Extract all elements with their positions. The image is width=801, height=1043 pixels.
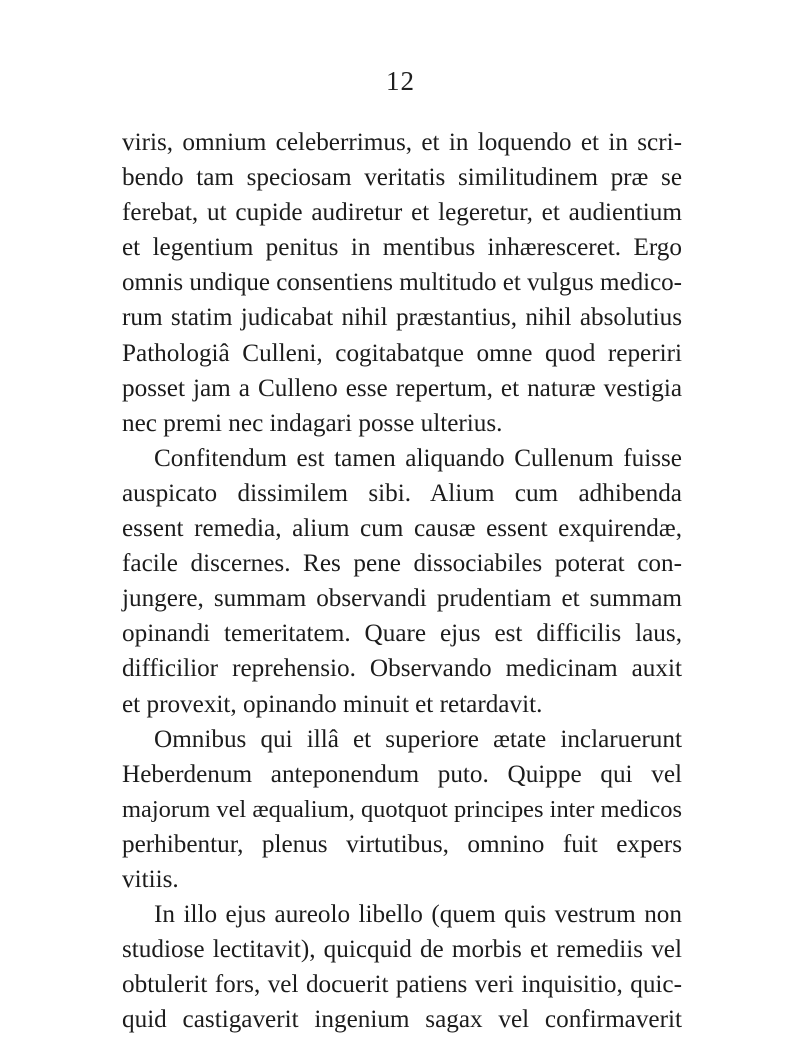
text-line: Heberdenum anteponendum puto. Quippe qui vel xyxy=(122,760,682,788)
text-line: majorum vel æqualium, quotquot principes inter medicos xyxy=(122,795,682,823)
text-line: jungere, summam observandi prudentiam et summam xyxy=(122,585,682,613)
text-line: In illo ejus aureolo libello (quem quis vestrum non xyxy=(154,901,682,929)
text-line: perhibentur, plenus virtutibus, omnino fuit expers xyxy=(122,830,682,858)
text-line: difficilior reprehensio. Observando medicinam auxit xyxy=(122,655,682,683)
text-line: omnis undique consentiens multitudo et vulgus medico- xyxy=(122,269,683,297)
text-line: obtulerit fors, vel docuerit patiens veri inquisitio, quic- xyxy=(122,971,682,999)
text-line: Omnibus qui illâ et superiore ætate inclaruerunt xyxy=(154,725,682,753)
text-line: auspicato dissimilem sibi. Alium cum adhibenda xyxy=(122,479,682,507)
text-line: essent remedia, alium cum causæ essent exquirendæ, xyxy=(122,515,682,543)
text-line: rum statim judicabat nihil præstantius, nihil absolutius xyxy=(122,304,682,332)
text-line: et legentium penitus in mentibus inhæresceret. Ergo xyxy=(122,234,682,262)
text-line: opinandi temeritatem. Quare ejus est difficilis laus, xyxy=(122,620,682,648)
body-text xyxy=(122,125,682,1037)
text-line: et provexit, opinando minuit et retardavit. xyxy=(122,690,543,718)
text-line: posset jam a Culleno esse repertum, et naturæ vestigia xyxy=(122,374,682,402)
text-line: ferebat, ut cupide audiretur et legeretur, et audientium xyxy=(122,199,682,227)
text-line: vitiis. xyxy=(122,865,179,893)
text-line: nec premi nec indagari posse ulterius. xyxy=(122,409,503,437)
page-number: 12 xyxy=(386,66,415,96)
text-line: facile discernes. Res pene dissociabiles poterat con- xyxy=(122,550,682,578)
text-line: studiose lectitavit), quicquid de morbis et remediis vel xyxy=(122,936,682,964)
text-line: Pathologiâ Culleni, cogitabatque omne quod reperiri xyxy=(122,339,682,367)
text-line: Confitendum est tamen aliquando Cullenum fuisse xyxy=(154,444,682,472)
text-line: quid castigaverit ingenium sagax vel confirmaverit xyxy=(122,1006,682,1034)
text-line: bendo tam speciosam veritatis similitudinem præ se xyxy=(122,164,682,192)
text-line: viris, omnium celeberrimus, et in loquendo et in scri- xyxy=(122,129,682,156)
